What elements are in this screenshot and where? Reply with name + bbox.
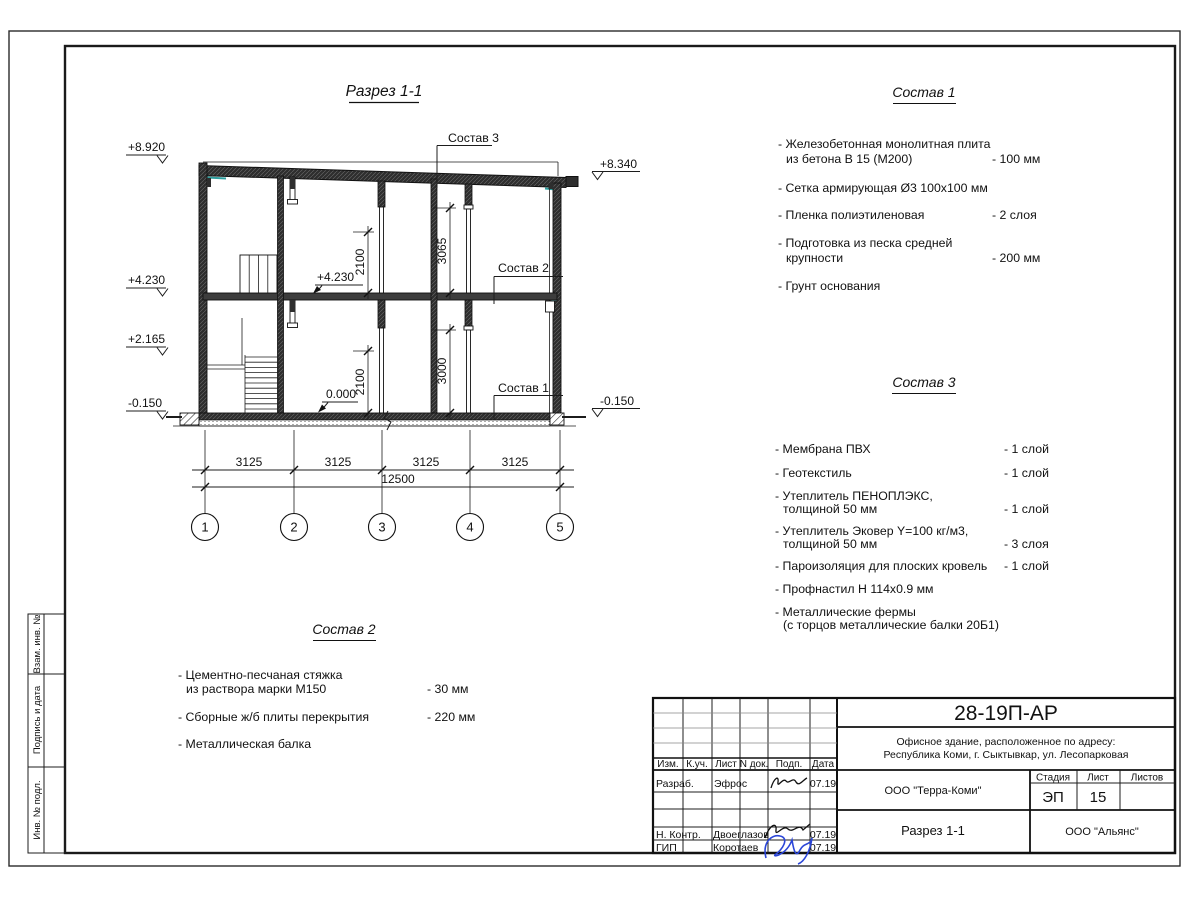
stamp-role-razrab: Разраб. [656,778,694,790]
list-value: - 2 слоя [992,208,1037,222]
leader-sostav2: Состав 2 [498,261,549,275]
stamp-header-data: Дата [811,759,835,770]
list-item: - Утеплитель Эковер Y=100 кг/м3, [775,524,969,538]
signature-razrab [771,778,807,788]
roof-slab [199,166,578,190]
axis-bubble-5: 5 [556,519,564,535]
stamp-header-izm: Изм. [657,759,679,770]
axis-bubble-3: 3 [378,519,386,535]
stamp-date-razrab: 07.19 [809,778,837,790]
dim-bay-2: 3125 [324,455,352,469]
axis-bubble-4: 4 [466,519,474,535]
stamp-name-razrab: Эфрос [714,778,748,790]
mid-floor-slab [203,293,557,300]
list-value: - 1 слой [1004,442,1049,456]
list-item: - Металлические фермы [775,605,916,619]
list-item: - Геотекстиль [775,466,852,480]
level-floor1: 0.000 [326,387,357,401]
stamp-date-gip: 07.19 [809,842,837,854]
elevation-right-top: +8.340 [600,157,638,171]
leader-sostav1: Состав 1 [498,381,549,395]
dim-total: 12500 [381,472,415,486]
list-item: толщиной 50 мм [783,502,878,516]
list-value: - 1 слой [1004,466,1049,480]
left-attribute-strip [28,614,65,853]
dim-bay-3: 3125 [412,455,440,469]
elevation-left-base: -0.150 [128,396,163,410]
list-value: - 1 слой [1004,502,1049,516]
stamp-name-nkontr: Двоеглазов [713,829,769,841]
list-item: - Профнастил Н 114х0.9 мм [775,582,934,596]
list-item: - Пленка полиэтиленовая [778,208,925,222]
list-value: - 1 слой [1004,559,1049,573]
stamp-role-gip: ГИП [656,842,677,854]
elevation-left-top: +8.920 [128,140,166,154]
stamp-firm: ООО "Альянс" [1065,826,1139,838]
list-item: - Грунт основания [778,279,881,293]
list-value: - 220 мм [427,710,476,724]
section-drawing [126,83,640,541]
sostav2-list [178,621,475,751]
dim-h-lower: 3000 [435,357,449,385]
list-value: - 30 мм [427,682,469,696]
dim-bay-1: 3125 [235,455,263,469]
stamp-stage-label: Стадия [1035,772,1071,784]
list-item: - Сетка армирующая Ø3 100х100 мм [778,181,988,195]
dim-h-upper: 3065 [435,237,449,265]
stamp-header-podp: Подп. [775,759,803,770]
stamp-header-list: Лист [715,759,737,770]
sostav3-list [775,374,1049,632]
list-item: - Пароизоляция для плоских кровель [775,559,988,573]
strip-cell-inv: Инв. № подл. [32,780,43,840]
sostav3-title: Состав 3 [892,374,956,390]
list-item: - Мембрана ПВХ [775,442,871,456]
drawing-title: Разрез 1-1 [345,83,423,100]
vertical-dimensions [353,202,456,419]
list-item: из раствора марки М150 [186,682,327,696]
title-block [653,698,1175,864]
stamp-sheets-label: Листов [1130,772,1164,784]
left-wall [199,163,211,415]
list-item: - Металлическая балка [178,737,312,751]
strip-cell-vzam: Взам. инв. № [32,614,43,674]
dim-storey-lower: 2100 [353,368,367,396]
list-item: - Цементно-песчаная стяжка [178,668,343,682]
list-item: - Железобетонная монолитная плита [778,137,991,151]
stamp-name-gip: Коротаев [713,842,759,854]
level-floor2: +4.230 [317,270,355,284]
stamp-object-line2: Республика Коми, г. Сыктывкар, ул. Лесопарковая [883,749,1129,761]
stamp-stage-value: ЭП [1042,789,1064,806]
stamp-object-line1: Офисное здание, расположенное по адресу: [896,736,1116,748]
elevation-left-mid: +4.230 [128,273,166,287]
elevation-marks-right [592,157,640,417]
list-value: - 200 мм [992,251,1041,265]
staircase [207,255,278,413]
list-item: крупности [786,251,844,265]
stamp-role-nkontr: Н. Контр. [656,829,701,841]
sostav2-title: Состав 2 [312,621,376,637]
sostav1-title: Состав 1 [892,84,956,100]
axis-bubble-2: 2 [290,519,298,535]
list-item: из бетона В 15 (М200) [786,152,913,166]
elevation-left-low: +2.165 [128,332,166,346]
list-item: - Утеплитель ПЕНОПЛЭКС, [775,489,933,503]
stamp-date-nkontr: 07.19 [809,829,837,841]
elevation-right-base: -0.150 [600,394,635,408]
elevation-marks-left [126,140,168,419]
stamp-sheet-value: 15 [1089,789,1107,806]
list-value: - 100 мм [992,152,1041,166]
strip-cell-podpis: Подпись и дата [32,685,43,755]
ground-slab [166,411,586,430]
stamp-header-ndok: N док. [739,759,769,770]
axis-bubble-1: 1 [201,519,209,535]
stamp-doc-number: 28-19П-АР [954,702,1058,725]
stamp-org: ООО "Терра-Коми" [884,785,982,797]
stamp-header-kuch: К.уч. [686,759,708,770]
stamp-sheet-label: Лист [1087,772,1109,784]
dim-bay-4: 3125 [501,455,529,469]
axis-dimensions [192,430,575,541]
sostav1-list [778,84,1040,293]
dim-storey-upper: 2100 [353,248,367,276]
stamp-sheet-title: Разрез 1-1 [901,823,965,838]
list-item: - Сборные ж/б плиты перекрытия [178,710,370,724]
leader-sostav3: Состав 3 [448,131,499,145]
list-value: - 3 слоя [1004,537,1049,551]
list-item: толщиной 50 мм [783,537,878,551]
list-item: - Подготовка из песка средней [778,236,953,250]
signature-nkontr [765,824,810,838]
list-item: (с торцов металлические балки 20Б1) [783,618,999,632]
